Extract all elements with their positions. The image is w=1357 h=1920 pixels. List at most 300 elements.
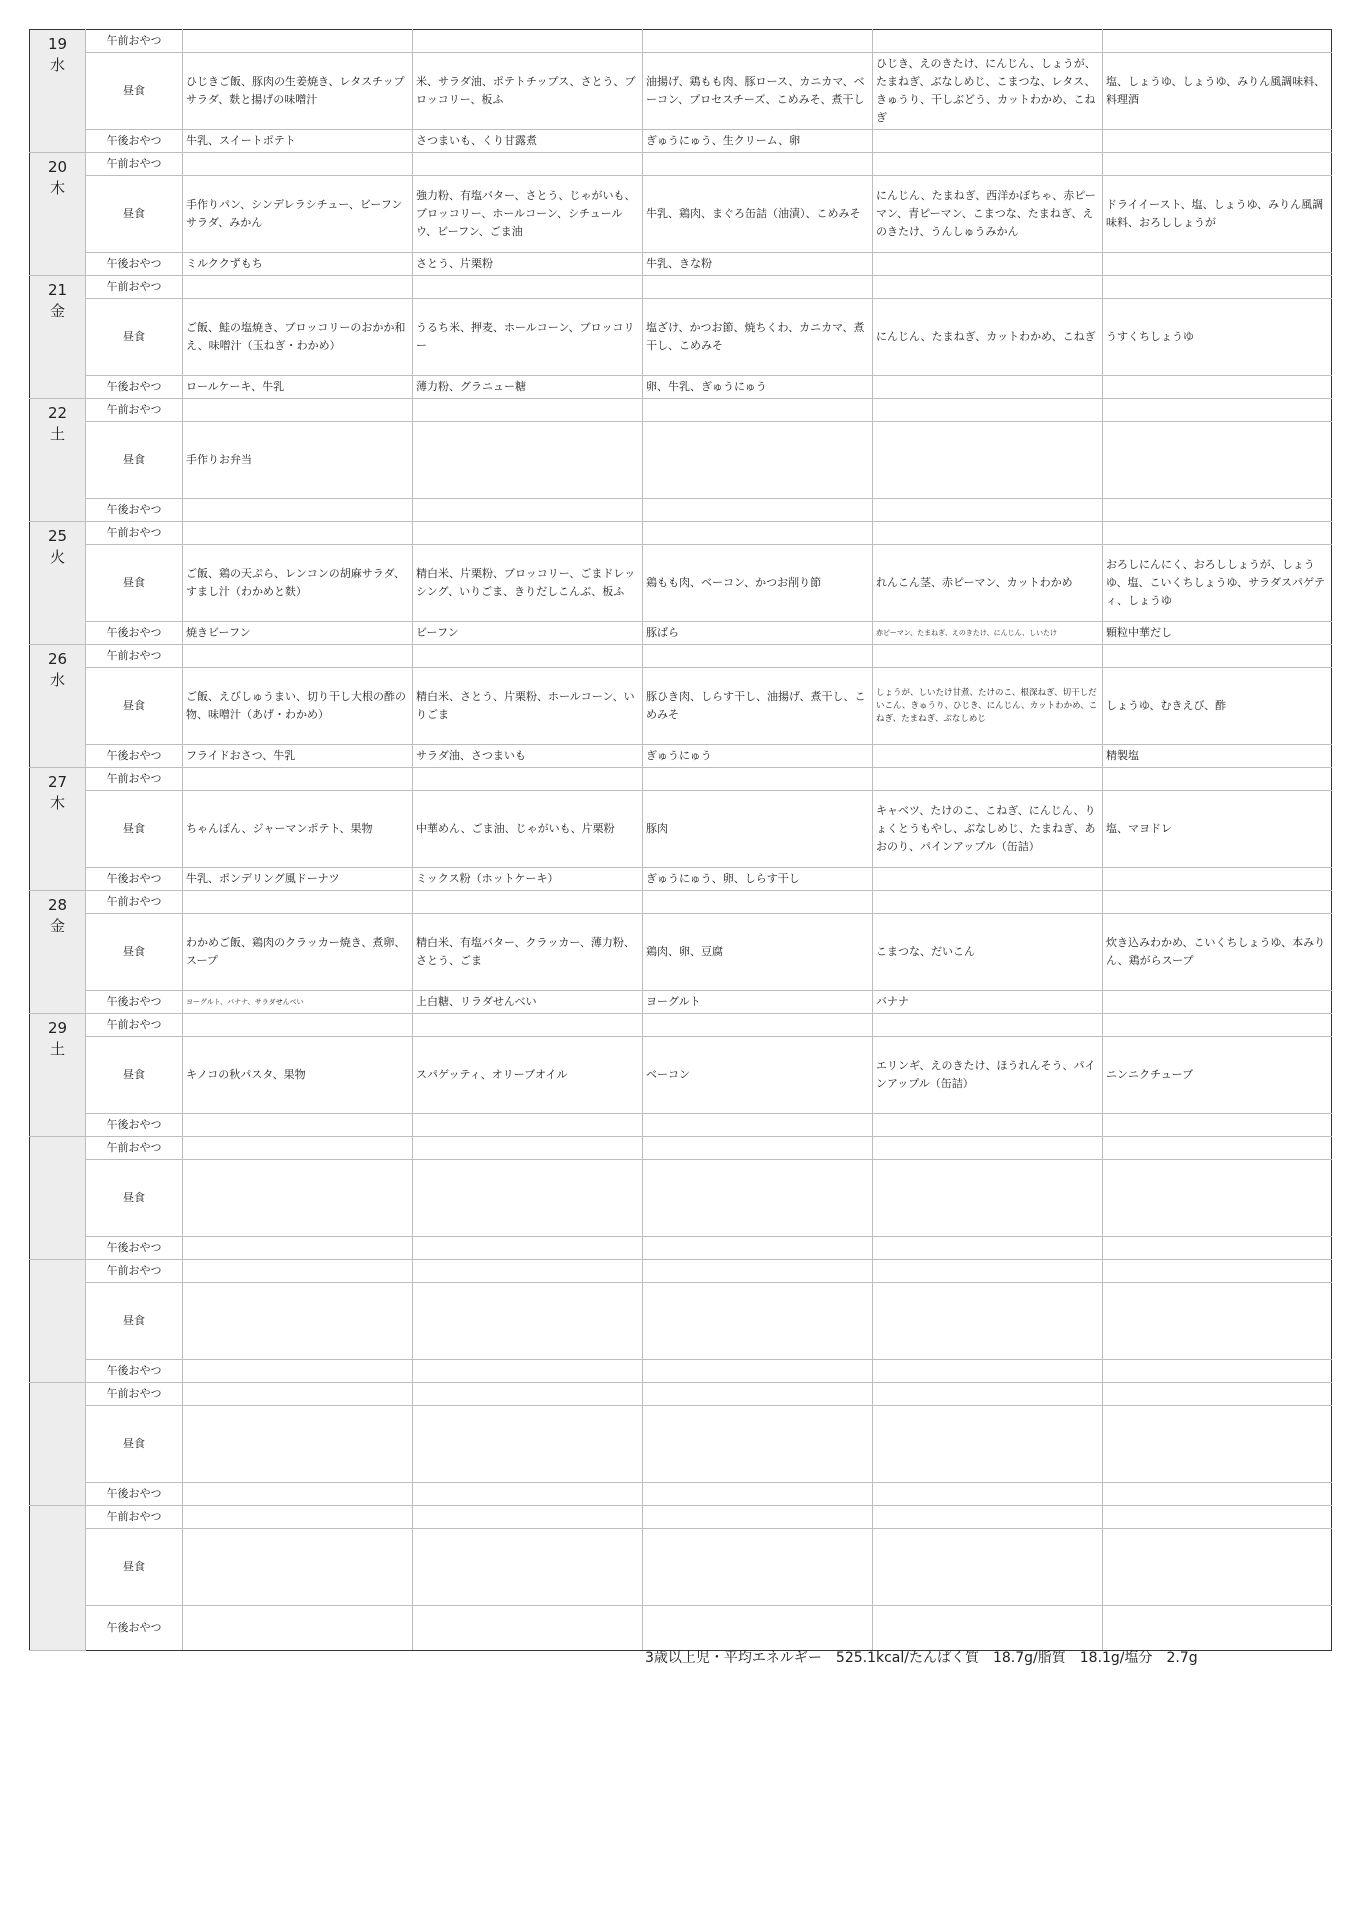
ingredient-cell bbox=[873, 1160, 1103, 1237]
ingredient-cell bbox=[183, 1606, 413, 1651]
ingredient-cell bbox=[183, 1483, 413, 1506]
ingredient-cell bbox=[1103, 1383, 1332, 1406]
ingredient-cell: さつまいも、くり甘露煮 bbox=[413, 130, 643, 153]
ingredient-cell bbox=[873, 422, 1103, 499]
ingredient-cell bbox=[183, 1529, 413, 1606]
meal-row-lunch bbox=[30, 1406, 1332, 1483]
ingredient-cell bbox=[1103, 253, 1332, 276]
ingredient-cell bbox=[1103, 130, 1332, 153]
ingredient-cell bbox=[873, 30, 1103, 53]
day-cell bbox=[30, 891, 86, 1014]
ingredient-cell: 上白糖、リラダせんべい bbox=[413, 991, 643, 1014]
meal-row-am bbox=[30, 1137, 1332, 1160]
meal-row-am bbox=[30, 1260, 1332, 1283]
meal-row-pm bbox=[30, 868, 1332, 891]
ingredient-cell bbox=[1103, 1160, 1332, 1237]
meal-label: 午前おやつ bbox=[86, 1260, 183, 1283]
ingredient-cell bbox=[643, 1529, 873, 1606]
ingredient-cell bbox=[643, 1260, 873, 1283]
ingredient-cell bbox=[873, 1506, 1103, 1529]
ingredient-cell: わかめご飯、鶏肉のクラッカー焼き、煮卵、スープ bbox=[183, 914, 413, 991]
ingredient-cell: エリンギ、えのきたけ、ほうれんそう、パインアップル（缶詰） bbox=[873, 1037, 1103, 1114]
ingredient-cell bbox=[1103, 276, 1332, 299]
meal-row-am bbox=[30, 645, 1332, 668]
ingredient-cell: スパゲッティ、オリーブオイル bbox=[413, 1037, 643, 1114]
ingredient-cell: 牛乳、スイートポテト bbox=[183, 130, 413, 153]
day-weekday: 火 bbox=[49, 548, 65, 566]
day-weekday: 木 bbox=[49, 794, 65, 812]
ingredient-cell bbox=[183, 1283, 413, 1360]
ingredient-cell bbox=[183, 1137, 413, 1160]
ingredient-cell bbox=[1103, 1260, 1332, 1283]
meal-row-pm bbox=[30, 1114, 1332, 1137]
menu-table bbox=[29, 29, 1332, 1651]
ingredient-cell bbox=[413, 153, 643, 176]
meal-label: 昼食 bbox=[86, 176, 183, 253]
ingredient-cell: 卵、牛乳、ぎゅうにゅう bbox=[643, 376, 873, 399]
day-block bbox=[30, 1137, 1332, 1260]
day-weekday: 土 bbox=[49, 1040, 65, 1058]
day-cell bbox=[30, 1506, 86, 1651]
ingredient-cell bbox=[643, 1237, 873, 1260]
ingredient-cell bbox=[413, 891, 643, 914]
ingredient-cell: キノコの秋パスタ、果物 bbox=[183, 1037, 413, 1114]
meal-label: 午前おやつ bbox=[86, 30, 183, 53]
meal-row-am bbox=[30, 768, 1332, 791]
ingredient-cell bbox=[873, 1529, 1103, 1606]
ingredient-cell bbox=[873, 868, 1103, 891]
meal-label: 午後おやつ bbox=[86, 1114, 183, 1137]
ingredient-cell bbox=[413, 1283, 643, 1360]
ingredient-cell: にんじん、たまねぎ、カットわかめ、こねぎ bbox=[873, 299, 1103, 376]
ingredient-cell bbox=[643, 645, 873, 668]
ingredient-cell bbox=[643, 153, 873, 176]
ingredient-cell: 炊き込みわかめ、こいくちしょうゆ、本みりん、鶏がらスープ bbox=[1103, 914, 1332, 991]
ingredient-cell: 精白米、片栗粉、ブロッコリー、ごまドレッシング、いりごま、きりだしこんぶ、板ふ bbox=[413, 545, 643, 622]
meal-row-lunch bbox=[30, 1037, 1332, 1114]
ingredient-cell: さとう、片栗粉 bbox=[413, 253, 643, 276]
ingredient-cell bbox=[413, 399, 643, 422]
day-number: 25 bbox=[47, 527, 68, 545]
meal-row-lunch bbox=[30, 914, 1332, 991]
day-number: 29 bbox=[47, 1019, 68, 1037]
ingredient-cell bbox=[873, 1360, 1103, 1383]
day-block bbox=[30, 153, 1332, 276]
ingredient-cell: ビーフン bbox=[413, 622, 643, 645]
ingredient-cell bbox=[1103, 1360, 1332, 1383]
ingredient-cell bbox=[1103, 1506, 1332, 1529]
day-weekday: 金 bbox=[49, 302, 65, 320]
day-block bbox=[30, 522, 1332, 645]
ingredient-cell bbox=[1103, 499, 1332, 522]
day-number: 28 bbox=[47, 896, 68, 914]
meal-row-pm bbox=[30, 130, 1332, 153]
day-cell bbox=[30, 522, 86, 645]
meal-label: 昼食 bbox=[86, 1037, 183, 1114]
ingredient-cell: 手作りお弁当 bbox=[183, 422, 413, 499]
meal-row-am bbox=[30, 153, 1332, 176]
day-weekday: 水 bbox=[49, 56, 65, 74]
ingredient-cell bbox=[1103, 1283, 1332, 1360]
ingredient-cell: ひじきご飯、豚肉の生姜焼き、レタスチップサラダ、麩と揚げの味噌汁 bbox=[183, 53, 413, 130]
ingredient-cell bbox=[183, 399, 413, 422]
ingredient-cell bbox=[873, 745, 1103, 768]
meal-label: 昼食 bbox=[86, 299, 183, 376]
meal-label: 午後おやつ bbox=[86, 1237, 183, 1260]
day-number: 27 bbox=[47, 773, 68, 791]
ingredient-cell: 塩、マヨドレ bbox=[1103, 791, 1332, 868]
ingredient-cell: キャベツ、たけのこ、こねぎ、にんじん、りょくとうもやし、ぶなしめじ、たまねぎ、あおのり、パインアップル（缶詰） bbox=[873, 791, 1103, 868]
ingredient-cell: ヨーグルト bbox=[643, 991, 873, 1014]
ingredient-cell: フライドおさつ、牛乳 bbox=[183, 745, 413, 768]
ingredient-cell: 焼きビーフン bbox=[183, 622, 413, 645]
day-block bbox=[30, 1383, 1332, 1506]
day-block bbox=[30, 1506, 1332, 1651]
day-block bbox=[30, 768, 1332, 891]
ingredient-cell bbox=[873, 522, 1103, 545]
ingredient-cell: 米、サラダ油、ポテトチップス、さとう、ブロッコリー、板ふ bbox=[413, 53, 643, 130]
ingredient-cell bbox=[1103, 422, 1332, 499]
ingredient-cell bbox=[183, 768, 413, 791]
meal-label: 昼食 bbox=[86, 1529, 183, 1606]
ingredient-cell: ちゃんぽん、ジャーマンポテト、果物 bbox=[183, 791, 413, 868]
ingredient-cell bbox=[413, 1137, 643, 1160]
ingredient-cell: ミルククずもち bbox=[183, 253, 413, 276]
meal-label: 午前おやつ bbox=[86, 891, 183, 914]
day-weekday: 金 bbox=[49, 917, 65, 935]
ingredient-cell: 塩ざけ、かつお節、焼ちくわ、カニカマ、煮干し、こめみそ bbox=[643, 299, 873, 376]
ingredient-cell: 手作りパン、シンデレラシチュー、ビーフンサラダ、みかん bbox=[183, 176, 413, 253]
meal-label: 昼食 bbox=[86, 668, 183, 745]
ingredient-cell bbox=[643, 30, 873, 53]
meal-label: 午後おやつ bbox=[86, 991, 183, 1014]
day-number: 19 bbox=[47, 35, 68, 53]
ingredient-cell bbox=[1103, 30, 1332, 53]
day-cell bbox=[30, 30, 86, 153]
ingredient-cell: ドライイースト、塩、しょうゆ、みりん風調味料、おろししょうが bbox=[1103, 176, 1332, 253]
ingredient-cell bbox=[413, 1406, 643, 1483]
meal-label: 午後おやつ bbox=[86, 1360, 183, 1383]
meal-label: 昼食 bbox=[86, 1283, 183, 1360]
ingredient-cell bbox=[643, 1160, 873, 1237]
ingredient-cell: ぎゅうにゅう、卵、しらす干し bbox=[643, 868, 873, 891]
ingredient-cell: ベーコン bbox=[643, 1037, 873, 1114]
ingredient-cell: うすくちしょうゆ bbox=[1103, 299, 1332, 376]
day-block bbox=[30, 276, 1332, 399]
ingredient-cell bbox=[873, 376, 1103, 399]
ingredient-cell: 中華めん、ごま油、じゃがいも、片栗粉 bbox=[413, 791, 643, 868]
meal-label: 昼食 bbox=[86, 1406, 183, 1483]
ingredient-cell bbox=[413, 1114, 643, 1137]
meal-row-lunch bbox=[30, 668, 1332, 745]
ingredient-cell bbox=[643, 1406, 873, 1483]
meal-label: 昼食 bbox=[86, 422, 183, 499]
ingredient-cell bbox=[413, 422, 643, 499]
ingredient-cell bbox=[873, 153, 1103, 176]
ingredient-cell bbox=[183, 645, 413, 668]
meal-label: 午前おやつ bbox=[86, 1383, 183, 1406]
day-weekday: 水 bbox=[49, 671, 65, 689]
ingredient-cell bbox=[183, 1406, 413, 1483]
day-cell bbox=[30, 768, 86, 891]
ingredient-cell: ヨーグルト、バナナ、サラダせんべい bbox=[183, 991, 413, 1014]
ingredient-cell bbox=[413, 1360, 643, 1383]
ingredient-cell: ひじき、えのきたけ、にんじん、しょうが、たまねぎ、ぶなしめじ、こまつな、レタス、きゅうり、干しぶどう、カットわかめ、こねぎ bbox=[873, 53, 1103, 130]
ingredient-cell bbox=[413, 1014, 643, 1037]
ingredient-cell bbox=[1103, 399, 1332, 422]
ingredient-cell bbox=[643, 1383, 873, 1406]
ingredient-cell bbox=[643, 1137, 873, 1160]
ingredient-cell bbox=[183, 499, 413, 522]
ingredient-cell bbox=[183, 1260, 413, 1283]
day-cell bbox=[30, 399, 86, 522]
meal-label: 昼食 bbox=[86, 914, 183, 991]
meal-label: 午後おやつ bbox=[86, 622, 183, 645]
ingredient-cell bbox=[413, 522, 643, 545]
ingredient-cell bbox=[643, 399, 873, 422]
ingredient-cell: れんこん茎、赤ピーマン、カットわかめ bbox=[873, 545, 1103, 622]
meal-label: 午後おやつ bbox=[86, 253, 183, 276]
meal-label: 午後おやつ bbox=[86, 745, 183, 768]
ingredient-cell: バナナ bbox=[873, 991, 1103, 1014]
meal-label: 昼食 bbox=[86, 53, 183, 130]
meal-label: 午前おやつ bbox=[86, 1014, 183, 1037]
meal-row-am bbox=[30, 30, 1332, 53]
ingredient-cell: ご飯、鮭の塩焼き、ブロッコリーのおかか和え、味噌汁（玉ねぎ・わかめ） bbox=[183, 299, 413, 376]
ingredient-cell bbox=[643, 1283, 873, 1360]
ingredient-cell bbox=[873, 645, 1103, 668]
ingredient-cell bbox=[1103, 1406, 1332, 1483]
ingredient-cell: ニンニクチューブ bbox=[1103, 1037, 1332, 1114]
ingredient-cell bbox=[1103, 1137, 1332, 1160]
meal-label: 午後おやつ bbox=[86, 1606, 183, 1651]
ingredient-cell bbox=[873, 1137, 1103, 1160]
ingredient-cell bbox=[183, 1360, 413, 1383]
meal-label: 昼食 bbox=[86, 791, 183, 868]
ingredient-cell bbox=[183, 891, 413, 914]
meal-label: 午前おやつ bbox=[86, 522, 183, 545]
ingredient-cell bbox=[643, 499, 873, 522]
ingredient-cell bbox=[873, 1237, 1103, 1260]
ingredient-cell bbox=[873, 1283, 1103, 1360]
ingredient-cell: 精白米、有塩バター、クラッカー、薄力粉、さとう、ごま bbox=[413, 914, 643, 991]
ingredient-cell bbox=[643, 1360, 873, 1383]
day-cell bbox=[30, 1383, 86, 1506]
ingredient-cell: しょうゆ、むきえび、酢 bbox=[1103, 668, 1332, 745]
ingredient-cell: 鶏もも肉、ベーコン、かつお削り節 bbox=[643, 545, 873, 622]
ingredient-cell bbox=[873, 1260, 1103, 1283]
meal-label: 午後おやつ bbox=[86, 376, 183, 399]
ingredient-cell: 豚肉 bbox=[643, 791, 873, 868]
ingredient-cell bbox=[873, 130, 1103, 153]
ingredient-cell: うるち米、押麦、ホールコーン、ブロッコリー bbox=[413, 299, 643, 376]
ingredient-cell bbox=[643, 891, 873, 914]
ingredient-cell bbox=[643, 276, 873, 299]
ingredient-cell bbox=[1103, 891, 1332, 914]
day-number: 22 bbox=[47, 404, 68, 422]
ingredient-cell bbox=[873, 499, 1103, 522]
ingredient-cell bbox=[873, 399, 1103, 422]
ingredient-cell bbox=[643, 1014, 873, 1037]
ingredient-cell bbox=[413, 1237, 643, 1260]
meal-label: 午後おやつ bbox=[86, 499, 183, 522]
ingredient-cell bbox=[413, 276, 643, 299]
meal-row-lunch bbox=[30, 299, 1332, 376]
meal-label: 午前おやつ bbox=[86, 276, 183, 299]
ingredient-cell: にんじん、たまねぎ、西洋かぼちゃ、赤ピーマン、青ピーマン、こまつな、たまねぎ、えのきたけ、うんしゅうみかん bbox=[873, 176, 1103, 253]
ingredient-cell: 鶏肉、卵、豆腐 bbox=[643, 914, 873, 991]
ingredient-cell: 顆粒中華だし bbox=[1103, 622, 1332, 645]
ingredient-cell: 塩、しょうゆ、しょうゆ、みりん風調味料、料理酒 bbox=[1103, 53, 1332, 130]
meal-row-am bbox=[30, 1014, 1332, 1037]
ingredient-cell bbox=[183, 153, 413, 176]
day-block bbox=[30, 1260, 1332, 1383]
ingredient-cell bbox=[873, 253, 1103, 276]
ingredient-cell bbox=[873, 1406, 1103, 1483]
ingredient-cell bbox=[1103, 991, 1332, 1014]
ingredient-cell bbox=[413, 1529, 643, 1606]
ingredient-cell bbox=[183, 1237, 413, 1260]
meal-row-lunch bbox=[30, 1160, 1332, 1237]
day-number: 20 bbox=[47, 158, 68, 176]
meal-row-lunch bbox=[30, 422, 1332, 499]
meal-row-pm bbox=[30, 499, 1332, 522]
ingredient-cell bbox=[643, 1506, 873, 1529]
ingredient-cell bbox=[183, 1160, 413, 1237]
day-number: 21 bbox=[47, 281, 68, 299]
ingredient-cell bbox=[413, 1383, 643, 1406]
ingredient-cell: 赤ピーマン、たまねぎ、えのきたけ、にんじん、しいたけ bbox=[873, 622, 1103, 645]
ingredient-cell bbox=[873, 1483, 1103, 1506]
ingredient-cell bbox=[1103, 1529, 1332, 1606]
ingredient-cell bbox=[183, 30, 413, 53]
ingredient-cell bbox=[873, 768, 1103, 791]
meal-label: 昼食 bbox=[86, 545, 183, 622]
ingredient-cell bbox=[413, 768, 643, 791]
day-number: 26 bbox=[47, 650, 68, 668]
ingredient-cell: サラダ油、さつまいも bbox=[413, 745, 643, 768]
day-cell bbox=[30, 1260, 86, 1383]
ingredient-cell bbox=[1103, 868, 1332, 891]
day-cell bbox=[30, 1014, 86, 1137]
ingredient-cell bbox=[413, 1606, 643, 1651]
meal-label: 午前おやつ bbox=[86, 1506, 183, 1529]
ingredient-cell bbox=[873, 1606, 1103, 1651]
ingredient-cell bbox=[1103, 1014, 1332, 1037]
day-block bbox=[30, 891, 1332, 1014]
meal-label: 午後おやつ bbox=[86, 1483, 183, 1506]
meal-row-lunch bbox=[30, 1529, 1332, 1606]
ingredient-cell: 薄力粉、グラニュー糖 bbox=[413, 376, 643, 399]
ingredient-cell bbox=[643, 1606, 873, 1651]
ingredient-cell bbox=[183, 1014, 413, 1037]
ingredient-cell: おろしにんにく、おろししょうが、しょうゆ、塩、こいくちしょうゆ、サラダスパゲティ、しょうゆ bbox=[1103, 545, 1332, 622]
ingredient-cell: 精白米、さとう、片栗粉、ホールコーン、いりごま bbox=[413, 668, 643, 745]
ingredient-cell bbox=[413, 1160, 643, 1237]
meal-row-lunch bbox=[30, 53, 1332, 130]
meal-row-pm bbox=[30, 253, 1332, 276]
ingredient-cell bbox=[643, 1483, 873, 1506]
ingredient-cell bbox=[873, 1383, 1103, 1406]
ingredient-cell: ご飯、鶏の天ぷら、レンコンの胡麻サラダ、すまし汁（わかめと麩） bbox=[183, 545, 413, 622]
meal-row-lunch bbox=[30, 176, 1332, 253]
day-cell bbox=[30, 645, 86, 768]
ingredient-cell bbox=[643, 422, 873, 499]
ingredient-cell: 強力粉、有塩バター、さとう、じゃがいも、ブロッコリー、ホールコーン、シチュールウ、ビーフン、ごま油 bbox=[413, 176, 643, 253]
day-block bbox=[30, 1014, 1332, 1137]
meal-row-pm bbox=[30, 1237, 1332, 1260]
meal-row-am bbox=[30, 1506, 1332, 1529]
nutrition-summary: 3歳以上児・平均エネルギー 525.1kcal/たんぱく質 18.7g/脂質 18.1g/塩分 2.7g bbox=[645, 1650, 1198, 1666]
day-weekday: 土 bbox=[49, 425, 65, 443]
meal-label: 午前おやつ bbox=[86, 768, 183, 791]
meal-row-am bbox=[30, 1383, 1332, 1406]
ingredient-cell bbox=[643, 1114, 873, 1137]
ingredient-cell: ロールケーキ、牛乳 bbox=[183, 376, 413, 399]
day-weekday: 木 bbox=[49, 179, 65, 197]
meal-label: 午前おやつ bbox=[86, 153, 183, 176]
ingredient-cell: ご飯、えびしゅうまい、切り干し大根の酢の物、味噌汁（あげ・わかめ） bbox=[183, 668, 413, 745]
meal-row-am bbox=[30, 399, 1332, 422]
ingredient-cell bbox=[413, 499, 643, 522]
meal-label: 午前おやつ bbox=[86, 1137, 183, 1160]
ingredient-cell bbox=[1103, 153, 1332, 176]
day-cell bbox=[30, 153, 86, 276]
meal-row-pm bbox=[30, 991, 1332, 1014]
ingredient-cell bbox=[1103, 1606, 1332, 1651]
meal-row-pm bbox=[30, 1360, 1332, 1383]
ingredient-cell: 牛乳、きな粉 bbox=[643, 253, 873, 276]
ingredient-cell bbox=[1103, 1237, 1332, 1260]
ingredient-cell bbox=[1103, 768, 1332, 791]
meal-row-lunch bbox=[30, 1283, 1332, 1360]
ingredient-cell bbox=[873, 276, 1103, 299]
meal-row-am bbox=[30, 891, 1332, 914]
ingredient-cell bbox=[183, 1506, 413, 1529]
ingredient-cell bbox=[873, 891, 1103, 914]
ingredient-cell: 油揚げ、鶏もも肉、豚ロース、カニカマ、ベーコン、プロセスチーズ、こめみそ、煮干し bbox=[643, 53, 873, 130]
day-block bbox=[30, 399, 1332, 522]
meal-label: 午前おやつ bbox=[86, 645, 183, 668]
meal-row-am bbox=[30, 276, 1332, 299]
ingredient-cell bbox=[1103, 645, 1332, 668]
ingredient-cell bbox=[413, 1260, 643, 1283]
ingredient-cell bbox=[413, 30, 643, 53]
ingredient-cell bbox=[183, 1383, 413, 1406]
ingredient-cell bbox=[1103, 1114, 1332, 1137]
day-block bbox=[30, 30, 1332, 153]
meal-label: 午後おやつ bbox=[86, 868, 183, 891]
ingredient-cell: ぎゅうにゅう bbox=[643, 745, 873, 768]
ingredient-cell bbox=[1103, 1483, 1332, 1506]
ingredient-cell bbox=[413, 645, 643, 668]
ingredient-cell bbox=[643, 522, 873, 545]
ingredient-cell bbox=[1103, 376, 1332, 399]
ingredient-cell bbox=[1103, 522, 1332, 545]
meal-row-pm bbox=[30, 376, 1332, 399]
ingredient-cell: ミックス粉（ホットケーキ） bbox=[413, 868, 643, 891]
ingredient-cell: 豚ばら bbox=[643, 622, 873, 645]
meal-row-pm bbox=[30, 1606, 1332, 1651]
meal-row-lunch bbox=[30, 791, 1332, 868]
ingredient-cell: ぎゅうにゅう、生クリーム、卵 bbox=[643, 130, 873, 153]
day-cell bbox=[30, 276, 86, 399]
ingredient-cell: 牛乳、ポンデリング風ドーナツ bbox=[183, 868, 413, 891]
ingredient-cell bbox=[183, 276, 413, 299]
meal-label: 午前おやつ bbox=[86, 399, 183, 422]
meal-label: 午後おやつ bbox=[86, 130, 183, 153]
ingredient-cell: 牛乳、鶏肉、まぐろ缶詰（油漬）、こめみそ bbox=[643, 176, 873, 253]
